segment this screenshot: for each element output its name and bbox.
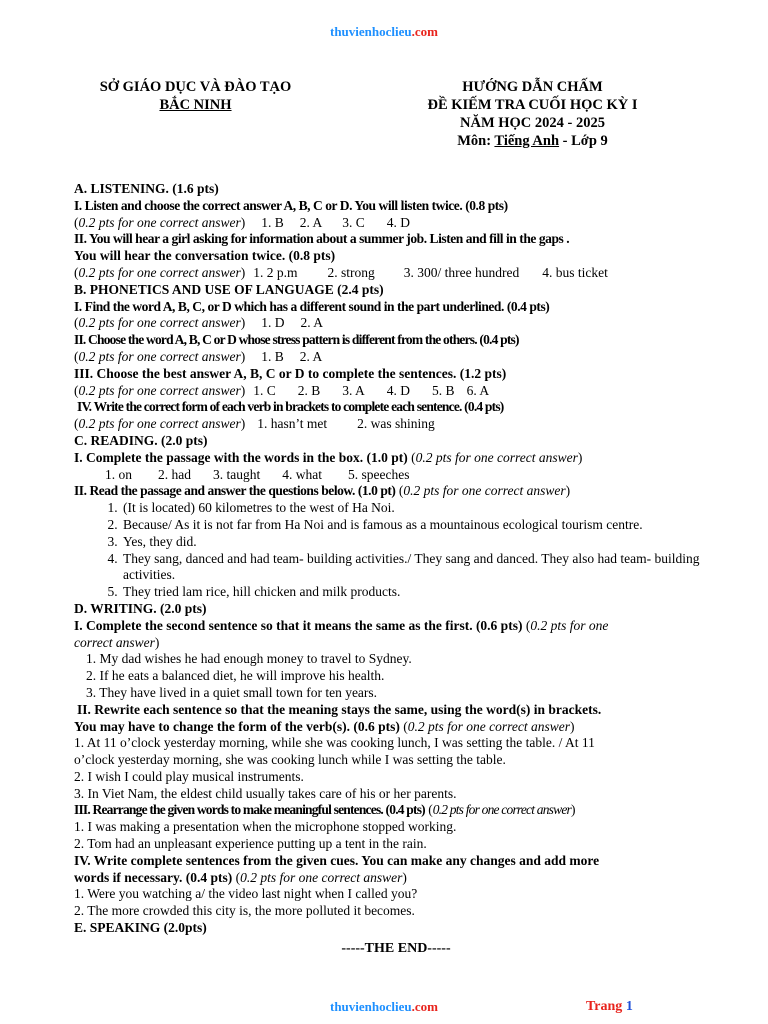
d1-answer: 3. They have lived in a quiet small town for ten years.	[86, 684, 378, 700]
list-item: 5. They tried lam rice, hill chicken and milk products.	[121, 584, 722, 601]
exam-name: ĐỀ KIẾM TRA CUỐI HỌC KỲ I	[427, 97, 638, 113]
c2-instruction: II. Read the passage and answer the questions below. (1.0 pt) (0.2 pts for one correct answer)	[74, 483, 571, 499]
a1-answers: (0.2 pts for one correct answer) 1. B 2. A 3. C 4. D	[74, 214, 411, 230]
a2-instruction: II. You will hear a girl asking for information about a summer job. Listen and fill in the gaps .	[74, 231, 570, 247]
b2-instruction: II. Choose the word A, B, C or D whose stress pattern is different from the others. (0.4 pts)	[74, 332, 519, 348]
list-item: 2. Because/ As it is not far from Ha Noi and is famous as a mountainous ecological tourism centre.	[121, 517, 722, 534]
d2-answer: 3. In Viet Nam, the eldest child usually takes care of his or her parents.	[74, 785, 457, 801]
d3-instruction: III. Rearrange the given words to make meaningful sentences. (0.4 pts) (0.2 pts for one correct answer)	[74, 802, 576, 818]
d2-instruction-cont: You may have to change the form of the verb(s). (0.6 pts) (0.2 pts for one correct answer)	[74, 718, 575, 734]
list-item: 1. (It is located) 60 kilometres to the west of Ha Noi.	[121, 500, 722, 517]
d4-instruction-cont: words if necessary. (0.4 pts) (0.2 pts for one correct answer)	[74, 869, 407, 885]
list-item: 4. They sang, danced and had team- building activities./ They sang and danced. They also had team- building activities.	[121, 551, 722, 585]
d4-answer: 1. Were you watching a/ the video last night when I called you?	[74, 886, 418, 902]
b4-instruction: IV. Write the correct form of each verb in brackets to complete each sentence. (0.4 pts)	[77, 399, 504, 415]
document-title-block	[410, 78, 655, 150]
a2-instruction-cont: You will hear the conversation twice. (0.8 pts)	[74, 248, 336, 264]
d3-answer: 1. I was making a presentation when the microphone stopped working.	[74, 819, 457, 835]
province-name: BẮC NINH	[159, 97, 232, 113]
b4-answers: (0.2 pts for one correct answer) 1. hasn’t met 2. was shining	[74, 416, 435, 432]
section-d-title: D. WRITING. (2.0 pts)	[74, 600, 207, 616]
d3-answer: 2. Tom had an unpleasant experience putting up a tent in the rain.	[74, 836, 427, 852]
department-name: SỞ GIÁO DỤC VÀ ĐÀO TẠO	[99, 79, 292, 95]
d1-instruction: I. Complete the second sentence so that it means the same as the first. (0.6 pts) (0.2 pts for one	[74, 617, 609, 633]
b2-answers: (0.2 pts for one correct answer) 1. B 2. A	[74, 348, 323, 364]
end-marker: -----THE END-----	[341, 940, 451, 956]
a2-answers: (0.2 pts for one correct answer) 1. 2 p.m 2. strong 3. 300/ three hundred 4. bus ticket	[74, 264, 608, 280]
a1-instruction: I. Listen and choose the correct answer A, B, C or D. You will listen twice. (0.8 pts)	[74, 197, 508, 213]
c1-answers: 1. on 2. had 3. taught 4. what 5. speeches	[105, 466, 410, 482]
b3-answers: (0.2 pts for one correct answer) 1. C 2. B 3. A 4. D 5. B 6. A	[74, 382, 490, 398]
d1-answer: 1. My dad wishes he had enough money to travel to Sydney.	[86, 651, 412, 667]
department-header	[88, 78, 303, 114]
d2-answer-cont: o’clock yesterday morning, she was cooking lunch while I was setting the table.	[74, 752, 506, 768]
d1-instruction-cont: correct answer)	[74, 634, 160, 650]
b1-instruction: I. Find the word A, B, C, or D which has a different sound in the part underlined. (0.4 pts)	[74, 298, 550, 314]
d4-answer: 2. The more crowded this city is, the more polluted it becomes.	[74, 903, 415, 919]
c2-answer-list	[74, 500, 722, 601]
section-e-title: E. SPEAKING (2.0pts)	[74, 920, 207, 936]
b1-answers: (0.2 pts for one correct answer) 1. D 2. A	[74, 315, 324, 331]
site-header-link[interactable]: thuvienhoclieu.com	[330, 24, 438, 39]
d1-answer: 2. If he eats a balanced diet, he will improve his health.	[86, 668, 385, 684]
d4-instruction: IV. Write complete sentences from the given cues. You can make any changes and add more	[74, 852, 600, 868]
section-b-title: B. PHONETICS AND USE OF LANGUAGE (2.4 pts)	[74, 281, 384, 297]
document-title: HƯỚNG DẪN CHẤM	[462, 79, 603, 95]
d2-instruction: II. Rewrite each sentence so that the meaning stays the same, using the word(s) in brackets.	[77, 701, 602, 717]
section-a-title: A. LISTENING. (1.6 pts)	[74, 181, 219, 196]
section-c-title: C. READING. (2.0 pts)	[74, 432, 208, 448]
c1-instruction: I. Complete the passage with the words in the box. (1.0 pt) (0.2 pts for one correct answer)	[74, 449, 583, 465]
list-item: 3. Yes, they did.	[121, 534, 722, 551]
subject-line: Môn: Tiếng Anh - Lớp 9	[457, 133, 608, 149]
b3-instruction: III. Choose the best answer A, B, C or D to complete the sentences. (1.2 pts)	[74, 365, 507, 381]
answer-key-content	[74, 181, 722, 958]
d2-answer: 2. I wish I could play musical instruments.	[74, 768, 304, 784]
page-number: Trang 1	[586, 999, 633, 1014]
school-year: NĂM HỌC 2024 - 2025	[460, 115, 605, 131]
d2-answer: 1. At 11 o’clock yesterday morning, while she was cooking lunch, I was setting the table. / At 11	[74, 735, 595, 751]
site-footer-link[interactable]: thuvienhoclieu.com	[330, 999, 438, 1014]
